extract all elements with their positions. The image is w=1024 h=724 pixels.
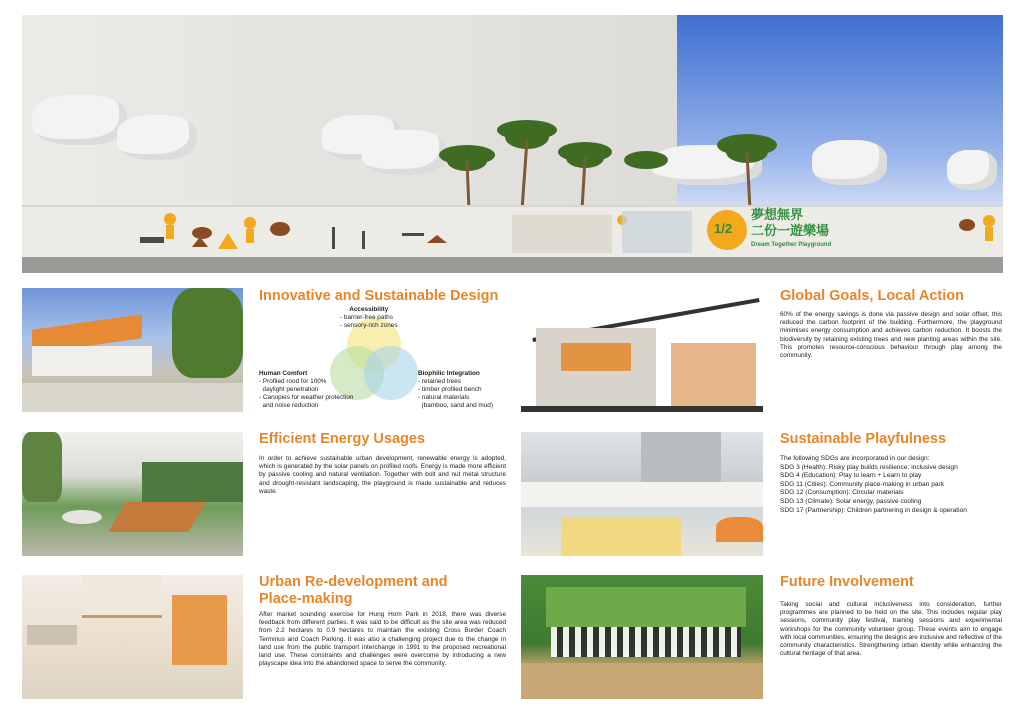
- building-wall: [32, 346, 152, 376]
- sdg-list: [780, 455, 1010, 515]
- tree: [172, 288, 243, 378]
- tree: [22, 432, 62, 502]
- urban-body-text: After market sounding exercise for Hung Hom Park in 2018, there was diverse feedback from different parties. It was said to be difficult as the site area was reduced from 2.2 hectares to 0.9 hectares to maintain the existing Cross Border Coach Terminus and Coach Parking. It was also a challenging project due to the change in land use from the public transport interchange in 1991 to the proposed recreational land use. These constraints and challenges were overcome by introducing a new playscape idea into the abandoned space to serve the community.: [259, 611, 506, 668]
- global-body-text: 60% of the energy savings is done via passive design and solar offset, this reduced the carbon footprint of the building. Furthermore, the playground minimises energy consumption and achieves carbon reduction. It boosts the biodiversity by retaining existing trees and new planting areas within the site. This promotes resource-conscious behaviour through play among the community.: [780, 311, 1002, 360]
- ceiling: [82, 575, 162, 618]
- section-title-future: Future Involvement: [780, 574, 914, 590]
- background-tower: [641, 432, 721, 487]
- photo-playground-roof: [22, 288, 243, 412]
- photo-section-interior: [521, 288, 763, 412]
- sdg-item: SDG 3 (Health): Risky play builds resilience; inclusive design: [780, 463, 958, 471]
- sdg-item: SDG 11 (Cities): Community place-making in urban park: [780, 480, 945, 488]
- logo-line-1: 夢想無界: [751, 208, 804, 223]
- section-title-innovative: Innovative and Sustainable Design: [259, 288, 499, 304]
- logo-badge: 1/2: [707, 210, 747, 250]
- sdg-item: SDG 17 (Partnership): Children partnering in design & operation: [780, 506, 967, 514]
- sdg-intro: The following SDGs are incorporated in our design:: [780, 455, 930, 462]
- canopy: [521, 482, 763, 507]
- play-mound: [62, 510, 102, 524]
- venn-label-biophilic: Biophilic Integration - retained trees - timber profiled bench - natural materials (bamboo, sand and mud): [418, 370, 493, 409]
- wall-graphics: [22, 203, 1003, 263]
- logo-line-2: 二份一遊樂場: [751, 224, 830, 239]
- energy-body-text: In order to achieve sustainable urban development, renewable energy is adopted, which is generated by the solar panels on profiled roofs. Energy is made more efficient by passive cooling and natural ventilation. Together with bolt and nut metal structure and drought-resistant landscaping, the playground is made sustainable and reduces waste.: [259, 455, 506, 495]
- photo-interior-hall: [22, 575, 243, 699]
- street-ground: [22, 257, 1003, 273]
- plaza: [22, 383, 243, 412]
- palm-trees: [22, 15, 1003, 215]
- venn-label-accessibility: Accessibility - barrier-free paths - sensory-rich zones: [340, 306, 398, 329]
- section-title-global: Global Goals, Local Action: [780, 288, 964, 304]
- photo-ceremony: [521, 575, 763, 699]
- logo-subtitle: Dream Together Playground: [751, 242, 832, 248]
- dream-together-logo: [707, 208, 832, 254]
- section-title-urban: Urban Re-development and Place-making: [259, 574, 448, 607]
- yellow-floor: [561, 517, 681, 556]
- section-title-playfulness: Sustainable Playfulness: [780, 431, 947, 447]
- hero-rendering: [22, 15, 1003, 273]
- soil-mound: [521, 663, 763, 699]
- timber-bench: [108, 502, 205, 532]
- orange-wall: [172, 595, 227, 665]
- timber-room: [671, 343, 756, 412]
- photo-energy-park: [22, 432, 243, 556]
- section-title-energy: Efficient Energy Usages: [259, 431, 425, 447]
- venn-label-comfort: Human Comfort - Profiled rood for 100% daylight penetration - Canopies for weather protection and noise reduction: [259, 370, 354, 409]
- lawn: [142, 462, 243, 502]
- photo-playfulness: [521, 432, 763, 556]
- sdg-item: SDG 13 (Climate): Solar energy, passive cooling: [780, 497, 922, 505]
- venn-circle-biophilic: [364, 346, 418, 400]
- sdg-item: SDG 12 (Consumption): Circular materials: [780, 489, 904, 497]
- signage-wall: [27, 625, 77, 645]
- group-of-people: [551, 627, 741, 657]
- ceremony-backdrop: [546, 587, 746, 627]
- orange-structure: [716, 517, 763, 542]
- orange-panel: [561, 343, 631, 371]
- floor-line: [521, 406, 763, 412]
- sdg-item: SDG 4 (Education): Play to learn + Learn to play: [780, 472, 922, 480]
- future-body-text: Taking social and cultural inclusiveness into consideration, further programmes are planned to be held on the site. This includes regular play sessions, community play festival, training sessions and experimental workshops for the community volunteer group. These events aim to engage with local communities, ensuring the designs are inclusive and reflective of the community characteristics. Strengthening urban identity while enhancing the cultural heritage of that area.: [780, 601, 1002, 658]
